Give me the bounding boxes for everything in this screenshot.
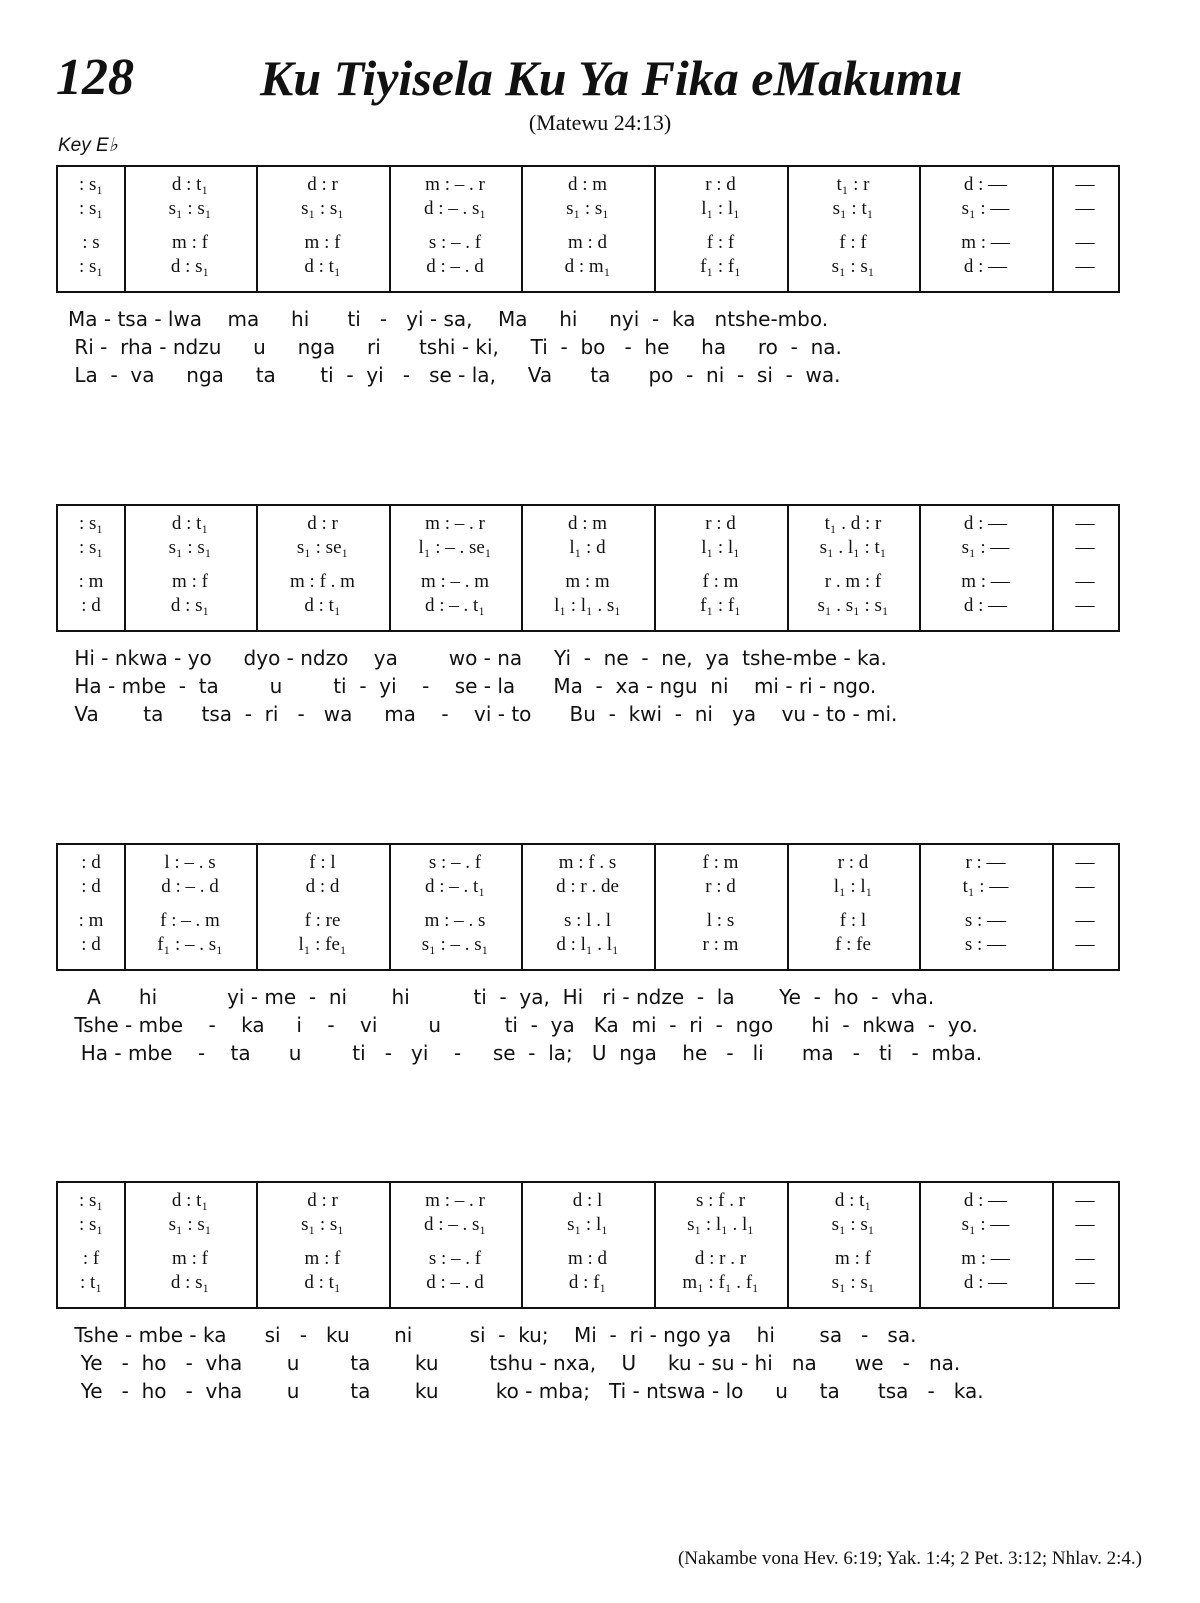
note-cell: f : l — [309, 852, 336, 873]
note-cell: : s₁ — [78, 513, 104, 534]
note-cell: d : – . t₁ — [425, 876, 485, 897]
note-cell: s : — — [964, 910, 1007, 931]
note-cell: r : m — [702, 934, 739, 955]
notation-box — [56, 843, 1120, 971]
note-cell: d : r . r — [694, 1248, 747, 1269]
note-cell: r . m : f — [824, 571, 882, 592]
note-cell: : s — [82, 232, 100, 253]
lyric-line-1: A hi yi - me - ni hi ti - ya, Hi ri - ndze - la Ye - ho - vha. — [68, 985, 935, 1009]
note-cell: : s₁ — [78, 1214, 104, 1235]
lyric-line-1: Ma - tsa - lwa ma hi ti - yi - sa, Ma hi nyi - ka ntshe-mbo. — [68, 307, 829, 331]
note-cell: d : t₁ — [304, 595, 341, 616]
note-cell: — — [1075, 174, 1095, 195]
note-cell: d : — — [963, 1190, 1008, 1211]
note-cell: s : — — [964, 934, 1007, 955]
note-cell: s₁ : s₁ — [301, 198, 344, 219]
scripture-reference: (Matewu 24:13) — [528, 110, 672, 135]
note-cell: d : — — [963, 174, 1008, 195]
note-cell: r : d — [705, 876, 736, 897]
voice-row-4 — [58, 933, 1118, 957]
note-cell: m : – . r — [425, 174, 485, 195]
lyric-line-2: Ri - rha - ndzu u nga ri tshi - ki, Ti - bo - he ha ro - na. — [68, 335, 842, 359]
note-cell: s₁ . s₁ : s₁ — [817, 595, 889, 616]
note-cell: — — [1075, 232, 1095, 253]
note-cell: d : — — [963, 513, 1008, 534]
note-cell: m : — — [961, 1248, 1010, 1269]
voice-row-2 — [58, 1213, 1118, 1237]
note-cell: d : d — [305, 876, 340, 897]
voice-row-2 — [58, 536, 1118, 560]
note-cell: d : m — [567, 174, 608, 195]
note-cell: d : – . s₁ — [423, 198, 487, 219]
note-cell: s : – . f — [428, 232, 482, 253]
voice-row-4 — [58, 1271, 1118, 1295]
note-cell: — — [1075, 256, 1095, 277]
voice-row-1 — [58, 851, 1118, 875]
note-cell: d : – . d — [426, 1272, 484, 1293]
note-cell: t₁ : — — [962, 876, 1009, 897]
lyric-line-2: Ha - mbe - ta u ti - yi - se - la Ma - xa - ngu ni mi - ri - ngo. — [68, 674, 877, 698]
lyric-line-1: Hi - nkwa - yo dyo - ndzo ya wo - na Yi - ne - ne, ya tshe-mbe - ka. — [68, 646, 887, 670]
note-cell: d : — — [963, 595, 1008, 616]
note-cell: s₁ : — — [961, 537, 1010, 558]
note-cell: m : m — [565, 571, 610, 592]
note-cell: : m — [78, 571, 104, 592]
note-cell: d : s₁ — [170, 256, 210, 277]
note-cell: — — [1075, 1214, 1095, 1235]
note-cell: m : f — [172, 571, 208, 592]
note-cell: m : f — [835, 1248, 871, 1269]
note-cell: r : d — [705, 174, 736, 195]
note-cell: d : — — [963, 1272, 1008, 1293]
note-cell: m : – . s — [424, 910, 486, 931]
note-cell: s₁ : s₁ — [301, 1214, 344, 1235]
note-cell: d : s₁ — [170, 595, 210, 616]
lyric-line-3: Ye - ho - vha u ta ku ko - mba; Ti - ntswa - lo u ta tsa - ka. — [68, 1379, 984, 1403]
voice-row-1 — [58, 512, 1118, 536]
note-cell: f : – . m — [160, 910, 220, 931]
note-cell: : s₁ — [78, 174, 104, 195]
note-cell: r : — — [965, 852, 1006, 873]
notation-box — [56, 504, 1120, 632]
lyric-line-3: Ha - mbe - ta u ti - yi - se - la; U nga he - li ma - ti - mba. — [68, 1041, 983, 1065]
note-cell: — — [1075, 1190, 1095, 1211]
note-cell: m : — — [961, 571, 1010, 592]
note-cell: s : l . l — [564, 910, 611, 931]
note-cell: d : – . d — [161, 876, 219, 897]
note-cell: — — [1075, 537, 1095, 558]
note-cell: d : l₁ . l₁ — [556, 934, 619, 955]
note-cell: s₁ : l₁ — [567, 1214, 608, 1235]
voice-row-4 — [58, 255, 1118, 279]
note-cell: m : f . m — [290, 571, 355, 592]
note-cell: d : f₁ — [568, 1272, 607, 1293]
note-cell: — — [1075, 910, 1095, 931]
notation-box — [56, 165, 1120, 293]
note-cell: f : f — [706, 232, 735, 253]
note-cell: — — [1075, 876, 1095, 897]
lyric-line-3: Va ta tsa - ri - wa ma - vi - to Bu - kwi - ni ya vu - to - mi. — [68, 702, 898, 726]
note-cell: f : re — [304, 910, 341, 931]
note-cell: s₁ : — — [961, 1214, 1010, 1235]
note-cell: — — [1075, 1272, 1095, 1293]
note-cell: s₁ : – . s₁ — [421, 934, 489, 955]
note-cell: s₁ : se₁ — [296, 537, 349, 558]
note-cell: s₁ . l₁ : t₁ — [819, 537, 887, 558]
hymn-number: 128 — [56, 49, 134, 106]
note-cell: — — [1075, 595, 1095, 616]
note-cell: s₁ : s₁ — [831, 1214, 875, 1235]
lyrics-block — [56, 644, 1118, 728]
note-cell: f₁ : – . s₁ — [157, 934, 223, 955]
note-cell: l₁ : – . se₁ — [418, 537, 492, 558]
lyric-line-1: Tshe - mbe - ka si - ku ni si - ku; Mi - ri - ngo ya hi sa - sa. — [68, 1323, 917, 1347]
note-cell: — — [1075, 513, 1095, 534]
voice-row-3 — [58, 570, 1118, 594]
note-cell: m : f — [172, 1248, 208, 1269]
note-cell: d : r — [307, 1190, 338, 1211]
note-cell: : m — [78, 910, 104, 931]
note-cell: d : — — [963, 256, 1008, 277]
note-cell: s₁ : s₁ — [168, 537, 212, 558]
note-cell: d : s₁ — [170, 1272, 210, 1293]
voice-row-3 — [58, 231, 1118, 255]
note-cell: d : r — [307, 513, 338, 534]
note-cell: : d — [81, 595, 101, 616]
note-cell: d : t₁ — [171, 513, 209, 534]
note-cell: m : f . s — [558, 852, 617, 873]
voice-row-4 — [58, 594, 1118, 618]
lyrics-block — [56, 1321, 1118, 1405]
note-cell: m : – . r — [425, 1190, 485, 1211]
note-cell: : f — [82, 1248, 100, 1269]
note-cell: — — [1075, 852, 1095, 873]
voice-row-3 — [58, 909, 1118, 933]
note-cell: d : – . t₁ — [425, 595, 485, 616]
note-cell: s : – . f — [428, 1248, 482, 1269]
note-cell: t₁ . d : r — [824, 513, 882, 534]
note-cell: : s₁ — [78, 1190, 104, 1211]
note-cell: : d — [81, 934, 101, 955]
note-cell: — — [1075, 198, 1095, 219]
note-cell: t₁ : r — [836, 174, 870, 195]
note-cell: d : m₁ — [564, 256, 611, 277]
lyric-line-2: Ye - ho - vha u ta ku tshu - nxa, U ku - su - hi na we - na. — [68, 1351, 961, 1375]
note-cell: l₁ : l₁ — [701, 198, 740, 219]
voice-row-2 — [58, 197, 1118, 221]
note-cell: : d — [81, 852, 101, 873]
lyric-line-2: Tshe - mbe - ka i - vi u ti - ya Ka mi - ri - ngo hi - nkwa - yo. — [68, 1013, 978, 1037]
note-cell: f₁ : f₁ — [700, 256, 741, 277]
note-cell: m : – . r — [425, 513, 485, 534]
note-cell: f : l — [839, 910, 867, 931]
note-cell: l₁ : l₁ — [701, 537, 740, 558]
notation-box — [56, 1181, 1120, 1309]
note-cell: d : t₁ — [304, 256, 341, 277]
note-cell: l₁ : l₁ . s₁ — [554, 595, 621, 616]
note-cell: : s₁ — [78, 256, 104, 277]
note-cell: m : – . m — [420, 571, 490, 592]
note-cell: f : m — [702, 571, 739, 592]
key-signature: Key E♭ — [58, 135, 118, 156]
note-cell: d : t₁ — [304, 1272, 341, 1293]
note-cell: d : t₁ — [171, 174, 209, 195]
note-cell: : t₁ — [80, 1272, 102, 1293]
note-cell: : s₁ — [78, 198, 104, 219]
voice-row-3 — [58, 1247, 1118, 1271]
note-cell: d : r . de — [556, 876, 619, 897]
note-cell: f : m — [702, 852, 739, 873]
note-cell: l : s — [706, 910, 735, 931]
note-cell: f : f — [839, 232, 867, 253]
note-cell: s₁ : t₁ — [832, 198, 874, 219]
note-cell: : d — [81, 876, 101, 897]
note-cell: f₁ : f₁ — [700, 595, 741, 616]
note-cell: s₁ : s₁ — [168, 1214, 212, 1235]
note-cell: m₁ : f₁ . f₁ — [682, 1272, 759, 1293]
voice-row-2 — [58, 875, 1118, 899]
note-cell: r : d — [705, 513, 736, 534]
note-cell: s : – . f — [428, 852, 482, 873]
note-cell: m : f — [304, 232, 341, 253]
note-cell: s : f . r — [695, 1190, 746, 1211]
note-cell: d : – . d — [426, 256, 484, 277]
lyrics-block — [56, 305, 1118, 389]
lyrics-block — [56, 983, 1118, 1067]
note-cell: l₁ : fe₁ — [298, 934, 347, 955]
note-cell: r : d — [837, 852, 869, 873]
note-cell: m : f — [172, 232, 208, 253]
note-cell: — — [1075, 571, 1095, 592]
note-cell: s₁ : s₁ — [831, 256, 875, 277]
note-cell: : s₁ — [78, 537, 104, 558]
note-cell: l₁ : l₁ — [833, 876, 873, 897]
note-cell: d : t₁ — [834, 1190, 872, 1211]
note-cell: l₁ : d — [569, 537, 606, 558]
note-cell: s₁ : s₁ — [168, 198, 212, 219]
note-cell: s₁ : l₁ . l₁ — [687, 1214, 754, 1235]
note-cell: — — [1075, 1248, 1095, 1269]
note-cell: d : t₁ — [171, 1190, 209, 1211]
note-cell: d : m — [567, 513, 608, 534]
note-cell: — — [1075, 934, 1095, 955]
note-cell: f : fe — [835, 934, 871, 955]
note-cell: l : – . s — [164, 852, 216, 873]
voice-row-1 — [58, 173, 1118, 197]
footer-references: (Nakambe vona Hev. 6:19; Yak. 1:4; 2 Pet. 3:12; Nhlav. 2:4.) — [677, 1548, 1142, 1569]
note-cell: s₁ : s₁ — [831, 1272, 875, 1293]
lyric-line-3: La - va nga ta ti - yi - se - la, Va ta po - ni - si - wa. — [68, 363, 841, 387]
note-cell: d : r — [307, 174, 338, 195]
note-cell: m : — — [961, 232, 1010, 253]
note-cell: d : l — [572, 1190, 603, 1211]
note-cell: d : – . s₁ — [423, 1214, 487, 1235]
hymn-title: Ku Tiyisela Ku Ya Fika eMakumu — [260, 50, 963, 106]
note-cell: m : d — [567, 1248, 608, 1269]
note-cell: m : d — [567, 232, 608, 253]
note-cell: m : f — [304, 1248, 341, 1269]
note-cell: s₁ : — — [961, 198, 1010, 219]
voice-row-1 — [58, 1189, 1118, 1213]
note-cell: s₁ : s₁ — [566, 198, 609, 219]
